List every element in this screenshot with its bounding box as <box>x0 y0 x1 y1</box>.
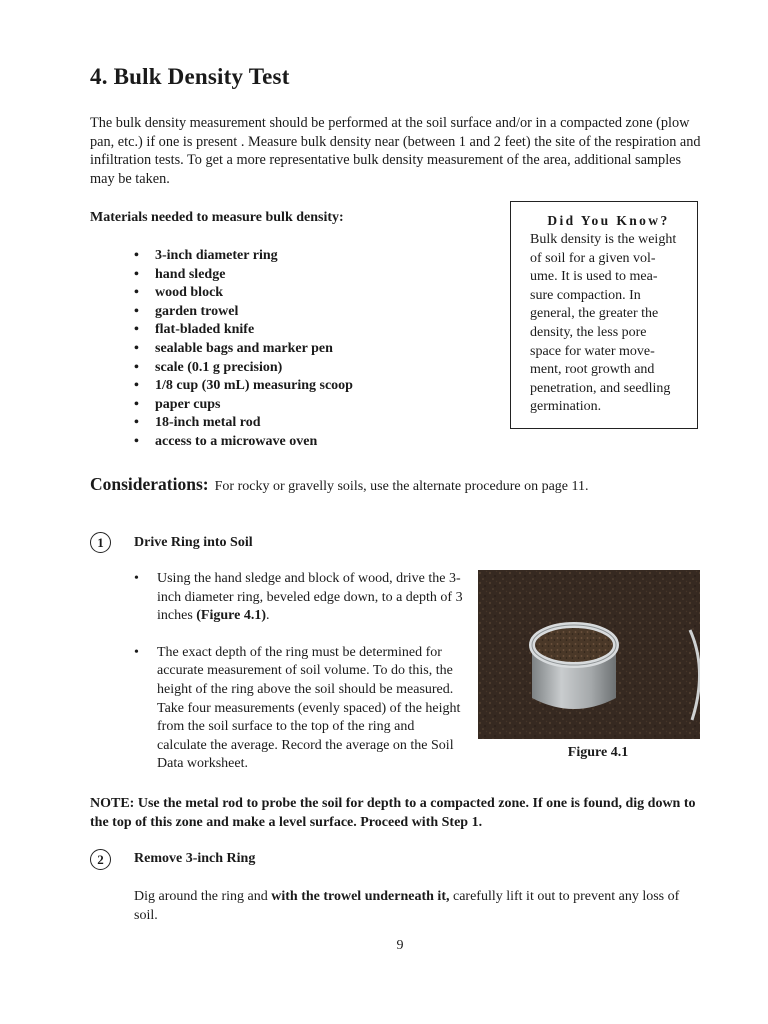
list-item: • 3-inch diameter ring <box>134 247 353 266</box>
step-1-bullets <box>134 570 464 774</box>
did-you-know-title: Did You Know? <box>547 213 670 228</box>
step-2-text: Dig around the ring and with the trowel underneath it, carefully lift it out to prevent any loss of soil. <box>134 889 680 923</box>
step-1-title: Drive Ring into Soil <box>134 535 253 550</box>
bullet-icon: • <box>134 415 139 431</box>
list-item: • hand sledge <box>134 266 353 285</box>
materials-list <box>134 247 353 452</box>
step-2-number-icon: 2 <box>90 849 111 870</box>
bullet-icon: • <box>134 285 139 301</box>
bullet-icon: • <box>134 571 139 586</box>
list-item: • The exact depth of the ring must be determined for accurate measurement of soil volume. To do this, the height of the ring above the soil should be measured. Take four measurements (evenly spaced) of the height from the soil surface to the top of the ring and calculate the average. Record the average on the Soil Data worksheet. <box>134 644 461 772</box>
bullet-icon: • <box>134 396 139 412</box>
bullet-icon: • <box>134 378 139 394</box>
list-item: • flat-bladed knife <box>134 321 353 340</box>
list-item: • access to a microwave oven <box>134 433 353 452</box>
list-item: • 18-inch metal rod <box>134 414 353 433</box>
page-number: 9 <box>396 938 404 953</box>
did-you-know-box <box>510 201 698 429</box>
materials-title: Materials needed to measure bulk density: <box>90 210 344 225</box>
list-item: • sealable bags and marker pen <box>134 340 353 359</box>
bullet-icon: • <box>134 303 139 319</box>
note-paragraph: NOTE: Use the metal rod to probe the soil for depth to a compacted zone. If one is found, dig down to the top of this zone and make a level surface. Proceed with Step 1. <box>90 796 696 830</box>
step-1-number-icon: 1 <box>90 532 111 553</box>
list-item: • wood block <box>134 284 353 303</box>
intro-paragraph: The bulk density measurement should be performed at the soil surface and/or in a compacted zone (plow pan, etc.) if one is present . Measure bulk density near (between 1 and 2 feet) the site of the respiration and infiltration tests. To get a more representative bulk density measurement of the area, additional samples may be taken. <box>90 115 701 187</box>
considerations-label: Considerations: <box>90 474 209 494</box>
section-heading: 4. Bulk Density Test <box>90 64 290 89</box>
bullet-icon: • <box>134 248 139 263</box>
list-item: • Using the hand sledge and block of wood, drive the 3-inch diameter ring, beveled edge down, to a depth of 3 inches (Figure 4.1). <box>134 571 463 624</box>
list-item: • scale (0.1 g precision) <box>134 359 353 378</box>
list-item: • garden trowel <box>134 303 353 322</box>
considerations-text: For rocky or gravelly soils, use the alternate procedure on page 11. <box>214 479 589 494</box>
figure-4-1-photo <box>478 570 700 739</box>
bullet-icon: • <box>134 340 139 356</box>
bullet-icon: • <box>134 266 139 282</box>
figure-caption: Figure 4.1 <box>567 745 629 760</box>
bullet-icon: • <box>134 433 139 449</box>
bullet-icon: • <box>134 359 139 375</box>
list-item: • paper cups <box>134 396 353 415</box>
step-2-title: Remove 3-inch Ring <box>134 851 256 866</box>
list-item: • 1/8 cup (30 mL) measuring scoop <box>134 377 353 396</box>
soil-ring-photo <box>478 570 700 739</box>
bullet-icon: • <box>134 322 139 338</box>
bullet-icon: • <box>134 644 139 660</box>
considerations <box>90 474 588 495</box>
did-you-know-text: Bulk density is the weight of soil for a given vol- ume. It is used to mea- sure compaction. In general, the greater the density, the less pore space for water move- ment, root growth and penetration, and seedling germination. <box>530 232 677 415</box>
